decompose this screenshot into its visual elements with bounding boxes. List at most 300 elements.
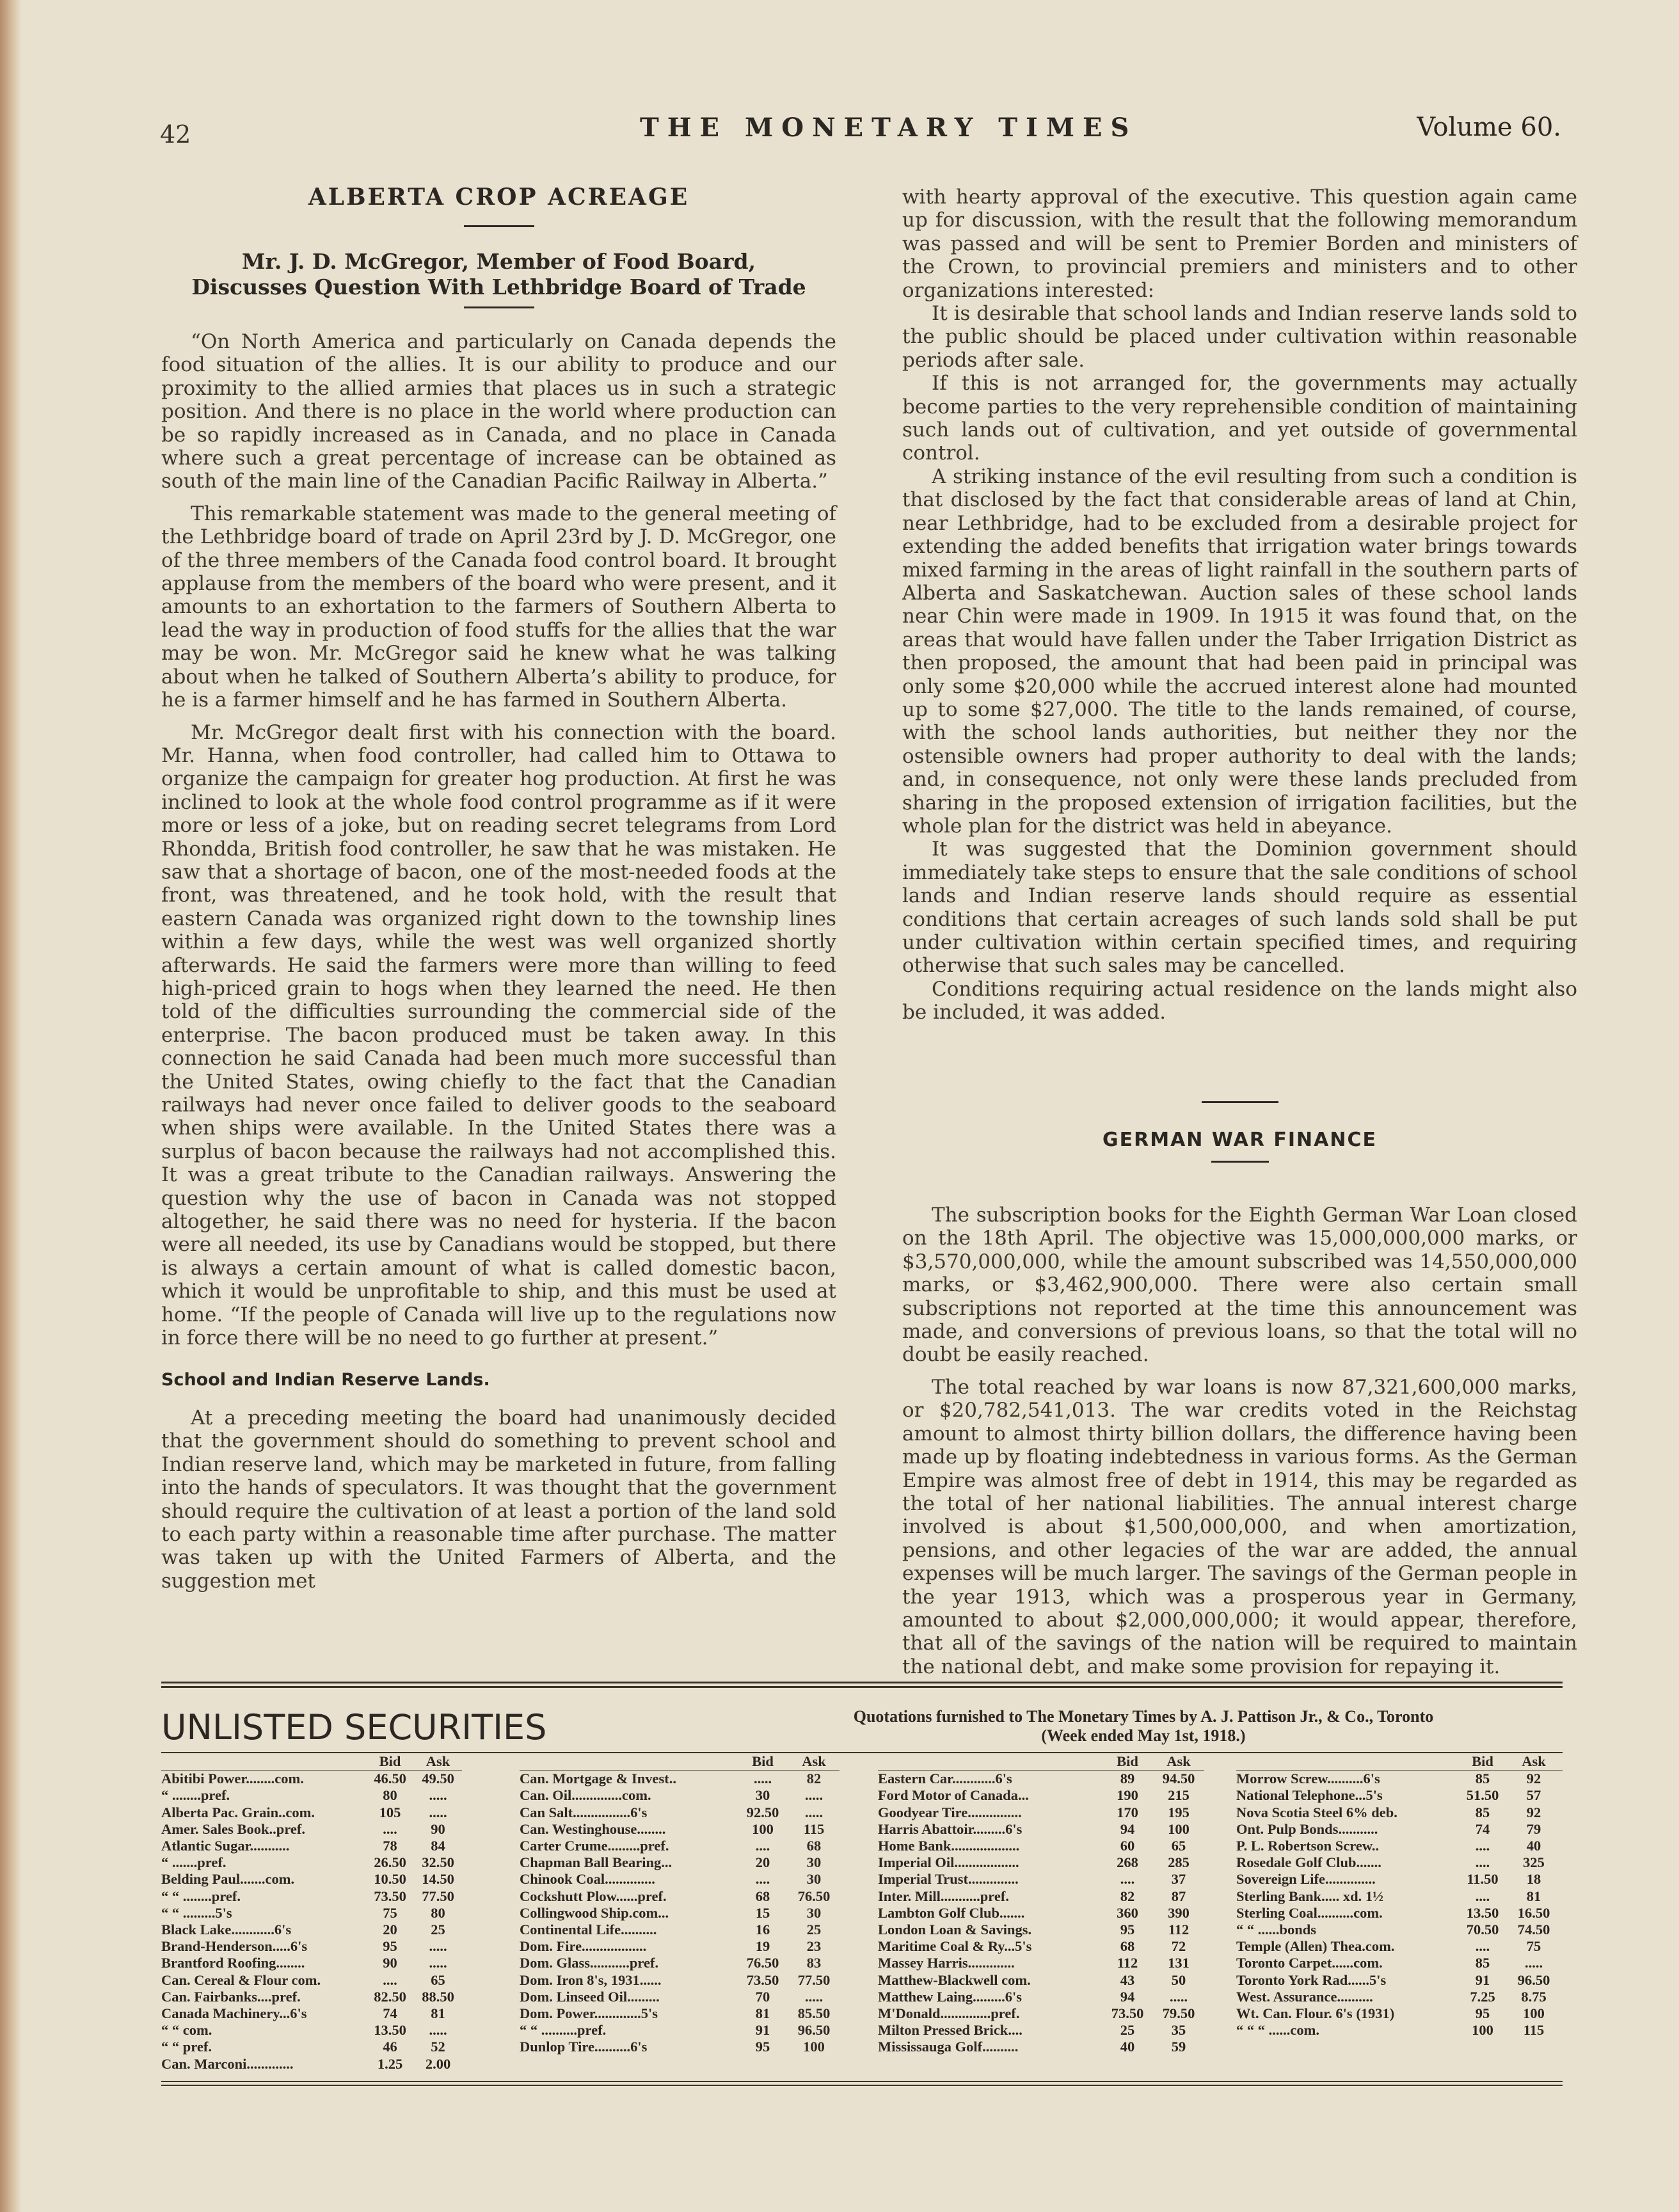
volume-label: Volume 60. [1417,113,1561,142]
security-row [161,1888,520,1905]
bid-price: .... [755,1838,770,1854]
security-name: West. Assurance.......... [1236,1988,1373,2005]
security-name: Massey Harris............. [878,1955,1015,1971]
ask-price: 74.50 [1517,1922,1550,1938]
bid-price: 360 [1117,1904,1138,1921]
bid-price: 70 [755,1988,770,2005]
paragraph: Mr. McGregor dealt first with his connection with the board. Mr. Hanna, when food controller, had called him to Ottawa to organize the campaign for greater hog production. At first he was inclined to look at the whole food control programme as if it were more or less of a joke, but on reading secret telegrams from Lord Rhondda, British food controller, he saw that he was mistaken. He saw that a shortage of bacon, one of the most-needed foods at the front, was threatened, and he took hold, with the result that eastern Canada was organized right down to the township lines within a few days, while the west was well organized shortly afterwards. He said the farmers were more than willing to feed high-priced grain to hogs when they learned the need. He then told of the difficulties surrounding the commercial side of the enterprise. The bacon produced must be taken away. In this connection he said Canada had been much more successful than the United States, owing chiefly to the fact that the Canadian railways had never once failed to deliver goods to the seaboard when ships were available. In the United States there was a surplus of bacon because the railways had not accomplished this. It was a great tribute to the Canadian railways. Answering the question why the use of bacon in Canada was not stopped altogether, he said there was no need for hysteria. If the bacon were all needed, its use by Canadians would be stopped, but there is always a certain amount of what is called domestic bacon, which it would be unprofitable to ship, and this must be used at home. “If the people of Canada will live up to the regulations now in force there will be no need to go further at present.” [161,720,836,1350]
subhead-rule [464,306,534,308]
security-name: Dom. Iron 8's, 1931...... [520,1971,662,1988]
security-name: Imperial Trust.............. [878,1871,1019,1888]
header-blank [161,1753,366,1770]
article-body [902,1204,1577,1678]
security-row [878,1989,1236,2005]
security-name: “ “ “ ......com. [1236,2022,1319,2039]
security-row [161,2056,520,2073]
security-name: Toronto York Rad......5's [1236,1971,1387,1988]
bid-price: 68 [755,1888,770,1904]
security-name: “ “ .........5's [161,1904,232,1921]
security-name: Eastern Car............6's [878,1770,1012,1787]
bid-price: 16 [755,1922,770,1938]
ask-price: 96.50 [797,2022,831,2039]
bid-price: 112 [1117,1955,1138,1971]
bid-price: 26.50 [374,1854,406,1871]
bid-price: 74 [383,2005,397,2022]
header-blank [878,1753,1102,1770]
security-name: Can. Westinghouse........ [520,1820,666,1837]
left-column [161,186,836,1593]
ask-price: 112 [1168,1922,1190,1938]
bid-price: 94 [1120,1988,1135,2005]
security-row [878,1821,1236,1838]
bid-price: 73.50 [374,1888,406,1904]
security-name: Dom. Fire.................. [520,1938,647,1955]
ask-price: 215 [1168,1787,1190,1804]
security-row [161,2039,520,2055]
security-row [878,1770,1236,1787]
quote-column [520,1752,878,2073]
bid-price: .... [1475,1888,1490,1904]
article-body [161,330,836,1349]
quote-column [878,1752,1236,2073]
bid-price: 80 [383,1787,397,1804]
section-subheading: School and Indian Reserve Lands. [161,1370,490,1390]
security-name: “ “ pref. [161,2039,212,2055]
ask-price: 76.50 [797,1888,831,1904]
security-row [1236,2005,1563,2022]
bid-price: 60 [1120,1838,1135,1854]
ask-price: 68 [806,1838,822,1854]
ask-price: 131 [1168,1955,1190,1971]
security-row [161,1905,520,1922]
ask-price: 8.75 [1521,1988,1547,2005]
table-top-rule [161,1682,1563,1688]
table-bottom-rule [161,2081,1563,2086]
paragraph: If this is not arranged for, the governments may actually become parties to the very reprehensible condition of maintaining such lands out of cultivation, and yet outside of governmental control. [902,372,1577,465]
bid-price: 73.50 [746,1971,779,1988]
ask-price: 115 [803,1820,825,1837]
ask-header: Ask [1505,1753,1563,1770]
article-headline: ALBERTA CROP ACREAGE [308,184,690,211]
security-name: Canada Machinery...6's [161,2005,307,2022]
security-name: Ont. Pulp Bonds........... [1236,1820,1378,1837]
bid-price: 1.25 [377,2055,403,2072]
bid-price: 91 [1475,1971,1490,1988]
security-row [878,1838,1236,1854]
ask-price: ..... [804,1804,824,1820]
paragraph: The total reached by war loans is now 87,321,600,000 marks, or $20,782,541,013. The war credits voted in the Reichstag amount to almost thirty billion dollars, the difference having been made up by floating indebtedness in various forms. As the German Empire was almost free of debt in 1914, this may be regarded as the total of her national liabilities. The annual interest charge involved is about $1,500,000,000, and when amortization, pensions, and other legacies of the war are added, the annual expenses will be much larger. The savings of the German people in the year 1913, which was a prosperous year in Germany, amounted to about $2,000,000,000; it would appear, therefore, that all of the savings of the nation will be required to maintain the national debt, and make some provision for repaying it. [902,1375,1577,1678]
bid-price: 15 [755,1904,770,1921]
bid-price: 20 [755,1854,770,1871]
security-name: Harris Abattoir.........6's [878,1820,1023,1837]
security-row [1236,1905,1563,1922]
ask-price: 100 [1523,2005,1545,2022]
security-name: Belding Paul.......com. [161,1871,295,1888]
security-name: Chapman Ball Bearing... [520,1854,672,1871]
security-row [161,1804,520,1821]
security-name: Mississauga Golf.......... [878,2039,1019,2055]
security-name: Can. Fairbanks....pref. [161,1988,301,2005]
security-name: Dunlop Tire..........6's [520,2039,648,2055]
security-row [1236,1972,1563,1989]
bid-price: 10.50 [374,1871,406,1888]
security-name: “ “ ........pref. [161,1888,241,1904]
bid-price: 78 [383,1838,397,1854]
security-name: Can. Oil..............com. [520,1787,651,1804]
security-name: Goodyear Tire............... [878,1804,1022,1820]
bid-price: 85 [1475,1804,1490,1820]
article-continuation [902,186,1577,1024]
bid-price: 7.25 [1470,1988,1495,2005]
security-name: Carter Crume.........pref. [520,1838,669,1854]
security-row [878,1922,1236,1938]
column-header [878,1753,1236,1770]
ask-price: 92 [1526,1770,1541,1787]
ask-price: 77.50 [422,1888,454,1904]
ask-price: 87 [1171,1888,1186,1904]
security-row [1236,1922,1563,1938]
quote-column [161,1752,520,2073]
ask-price: 50 [1171,1971,1186,1988]
bid-price: 76.50 [746,1955,779,1971]
bid-price: 46 [383,2039,397,2055]
header-blank [1236,1753,1460,1770]
security-row [520,2022,878,2039]
security-name: Abitibi Power........com. [161,1770,304,1787]
security-row [520,1955,878,1971]
security-name: Morrow Screw..........6's [1236,1770,1380,1787]
security-name: Collingwood Ship.com... [520,1904,669,1921]
security-name: Dom. Glass...........pref. [520,1955,659,1971]
security-row [1236,1804,1563,1821]
security-row [161,1770,520,1787]
ask-price: 16.50 [1517,1904,1550,1921]
ask-price: 85.50 [797,2005,831,2022]
header-blank [520,1753,737,1770]
security-row [1236,1888,1563,1905]
security-name: National Telephone...5's [1236,1787,1383,1804]
ask-price: 390 [1168,1904,1190,1921]
bid-price: 100 [1472,2022,1493,2039]
bid-price: 100 [752,1820,774,1837]
security-row [520,1905,878,1922]
security-row [161,1989,520,2005]
security-name: Can Salt................6's [520,1804,648,1820]
ask-price: ..... [1524,1955,1543,1971]
security-row [878,1787,1236,1804]
bid-price: 190 [1117,1787,1138,1804]
bid-price: 75 [383,1904,397,1921]
security-row [878,2022,1236,2039]
security-name: London Loan & Savings. [878,1922,1032,1938]
quotation-credit [712,1707,1575,1746]
bid-header: Bid [1102,1753,1153,1770]
security-row [878,1972,1236,1989]
ask-price: 2.00 [425,2055,451,2072]
bid-price: 95 [1120,1922,1135,1938]
security-name: M'Donald..............pref. [878,2005,1020,2022]
ask-price: 79 [1526,1820,1541,1837]
security-name: Wt. Can. Flour. 6's (1931) [1236,2005,1395,2022]
security-row [520,2039,878,2055]
ask-price: ..... [429,1787,447,1804]
security-row [161,1787,520,1804]
security-name: Can. Mortgage & Invest.. [520,1770,676,1787]
security-row [1236,1938,1563,1955]
paragraph: Conditions requiring actual residence on the lands might also be included, it was added. [902,977,1577,1024]
ask-header: Ask [414,1753,462,1770]
ask-price: 88.50 [422,1988,454,2005]
bid-price: 70.50 [1466,1922,1499,1938]
security-name: “ .......pref. [161,1854,227,1871]
security-name: Atlantic Sugar........... [161,1838,290,1854]
ask-price: 52 [431,2039,445,2055]
bid-price: 13.50 [374,2022,406,2039]
security-row [161,1838,520,1854]
security-row [878,1905,1236,1922]
ask-price: 79.50 [1162,2005,1195,2022]
bid-price: 51.50 [1466,1787,1499,1804]
bid-price: 74 [1475,1820,1490,1837]
bid-header: Bid [366,1753,414,1770]
bid-price: 40 [1120,2039,1135,2055]
security-row [878,2039,1236,2055]
security-name: Matthew-Blackwell com. [878,1971,1031,1988]
security-row [161,1938,520,1955]
security-row [1236,1821,1563,1838]
ask-price: 72 [1171,1938,1186,1955]
security-row [878,1938,1236,1955]
bid-price: 43 [1120,1971,1135,1988]
security-row [520,1888,878,1905]
ask-price: ..... [804,1988,824,2005]
security-row [878,1854,1236,1871]
article-body-continued [161,1406,836,1593]
security-row [161,1821,520,1838]
ask-price: 49.50 [422,1770,454,1787]
security-row [878,2005,1236,2022]
security-name: Matthew Laing.........6's [878,1988,1022,2005]
bid-price: 11.50 [1467,1871,1499,1888]
bid-price: 82 [1120,1888,1135,1904]
ask-price: 96.50 [1517,1971,1550,1988]
security-row [520,1838,878,1854]
security-name: Black Lake............6's [161,1922,292,1938]
ask-price: ..... [429,2022,447,2039]
bid-price: 73.50 [1111,2005,1144,2022]
security-row [878,1804,1236,1821]
security-row [520,1854,878,1871]
quotes-grid [161,1752,1563,2072]
bid-price: .... [1475,1838,1490,1854]
security-row [520,1922,878,1938]
page-number: 42 [160,120,191,148]
ask-price: 83 [806,1955,822,1971]
headline-rule [464,225,534,227]
paragraph: A striking instance of the evil resulting from such a condition is that disclosed by the fact that considerable areas of land at Chin, near Lethbridge, had to be excluded from a desirable project for extending the added benefits that irrigation water brings towards mixed farming in the areas of light rainfall in the southern parts of Alberta and Saskatchewan. Auction sales of these school lands near Chin were made in 1909. In 1915 it was found that, on the areas that would have fallen under the Taber Irrigation District as then proposed, the amount that had been paid in principal was only some $20,000 while the accrued interest alone had mounted up to some $27,000. The title to the lands remained, of course, with the school lands authorities, but neither they nor the ostensible owners had proper authority to deal with the lands; and, in consequence, not only were these lands precluded from sharing in the proposed extension of irrigation facilities, but the whole plan for the district was held in abeyance. [902,465,1577,838]
bid-price: 105 [379,1804,401,1820]
ask-price: 30 [806,1871,822,1888]
ask-price: 100 [803,2039,825,2055]
ask-header: Ask [788,1753,840,1770]
bid-price: 30 [755,1787,770,1804]
ask-price: 92 [1526,1804,1541,1820]
security-row [1236,2022,1563,2039]
ask-price: 35 [1171,2022,1186,2039]
security-name: Toronto Carpet......com. [1236,1955,1383,1971]
bid-price: 94 [1120,1820,1135,1837]
ask-price: 115 [1523,2022,1545,2039]
security-row [161,1854,520,1871]
bid-price: 19 [755,1938,770,1955]
security-name: Home Bank................... [878,1838,1020,1854]
ask-price: 80 [431,1904,445,1921]
security-name: Nova Scotia Steel 6% deb. [1236,1804,1397,1820]
ask-price: 94.50 [1162,1770,1195,1787]
ask-price: 77.50 [797,1971,831,1988]
table-title: UNLISTED SECURITIES [161,1707,547,1747]
bid-price: 95 [383,1938,397,1955]
ask-price: 18 [1526,1871,1541,1888]
bid-price: 82.50 [374,1988,406,2005]
paragraph: with hearty approval of the executive. This question again came up for discussion, with the result that the following memorandum was passed and will be sent to Premier Borden and ministers of the Crown, to provincial premiers and ministers and to other organizations interested: [902,186,1577,302]
security-name: Maritime Coal & Ry...5's [878,1938,1032,1955]
security-row [878,1888,1236,1905]
bid-price: .... [1120,1871,1135,1888]
bid-price: 68 [1120,1938,1135,1955]
security-row [161,2022,520,2039]
security-name: Dom. Linseed Oil......... [520,1988,660,2005]
security-name: Lambton Golf Club....... [878,1904,1025,1921]
ask-price: 325 [1523,1854,1545,1871]
page-header [160,107,1561,146]
bid-header: Bid [1460,1753,1505,1770]
security-name: Amer. Sales Book..pref. [161,1820,305,1837]
ask-price: 37 [1171,1871,1186,1888]
security-row [1236,1955,1563,1971]
paragraph: At a preceding meeting the board had unanimously decided that the government should do something to prevent school and Indian reserve land, which may be marketed in future, from falling into the hands of speculators. It was thought that the government should require the cultivation of at least a portion of the land sold to each party within a reasonable time after purchase. The matter was taken up with the United Farmers of Alberta, and the suggestion met [161,1406,836,1593]
ask-price: 285 [1168,1854,1190,1871]
bid-price: 85 [1475,1770,1490,1787]
headline-rule [1211,1161,1269,1163]
security-name: Can. Marconi............. [161,2055,294,2072]
security-name: “ “ ..........pref. [520,2022,607,2039]
ask-price: 25 [431,1922,445,1938]
section-divider [1202,1101,1278,1103]
ask-price: 90 [431,1820,445,1837]
ask-price: 40 [1526,1838,1541,1854]
security-name: “ “ ......bonds [1236,1922,1317,1938]
bid-price: 95 [1475,2005,1490,2022]
page-edge-shadow [0,0,22,2212]
paragraph: It is desirable that school lands and Indian reserve lands sold to the public should be placed under cultivation within reasonable periods after sale. [902,302,1577,372]
ask-price: 30 [806,1904,822,1921]
security-name: Inter. Mill...........pref. [878,1888,1009,1904]
credit-line: Quotations furnished to The Monetary Times by A. J. Pattison Jr., & Co., Toronto [853,1707,1434,1726]
column-header [1236,1753,1563,1770]
security-row [161,2005,520,2022]
security-row [161,1922,520,1938]
security-row [520,1989,878,2005]
bid-price: 81 [755,2005,770,2022]
security-name: Chinook Coal.............. [520,1871,655,1888]
bid-price: .... [755,1871,770,1888]
security-name: Continental Life.......... [520,1922,657,1938]
bid-price: .... [1475,1938,1490,1955]
ask-price: ..... [804,1787,824,1804]
security-row [520,1787,878,1804]
security-name: Brantford Roofing........ [161,1955,305,1971]
security-name: Temple (Allen) Thea.com. [1236,1938,1395,1955]
credit-date: (Week ended May 1st, 1918.) [1041,1726,1246,1745]
security-name: Ford Motor of Canada... [878,1787,1029,1804]
bid-header: Bid [737,1753,788,1770]
bid-price: 25 [1120,2022,1135,2039]
bid-price: ..... [753,1770,772,1787]
right-column [902,186,1577,1678]
security-row [520,1871,878,1888]
ask-price: 65 [1171,1838,1186,1854]
column-header [520,1753,878,1770]
security-name: Brand-Henderson.....6's [161,1938,308,1955]
ask-price: 57 [1526,1787,1541,1804]
security-row [1236,1989,1563,2005]
bid-price: .... [383,1820,397,1837]
ask-price: ..... [1169,1988,1188,2005]
security-name: Cockshutt Plow......pref. [520,1888,667,1904]
security-row [1236,1854,1563,1871]
ask-price: ..... [429,1955,447,1971]
security-row [1236,1787,1563,1804]
security-name: Sovereign Life.............. [1236,1871,1376,1888]
security-row [520,1804,878,1821]
quote-column [1236,1752,1563,2073]
security-name: Sterling Coal..........com. [1236,1904,1383,1921]
ask-price: ..... [429,1804,447,1820]
ask-price: 195 [1168,1804,1190,1820]
security-name: P. L. Robertson Screw.. [1236,1838,1380,1854]
ask-price: 30 [806,1854,822,1871]
ask-price: 25 [806,1922,822,1938]
bid-price: 90 [383,1955,397,1971]
bid-price: 95 [755,2039,770,2055]
bid-price: 170 [1117,1804,1138,1820]
security-row [520,1938,878,1955]
paragraph: “On North America and particularly on Canada depends the food situation of the allies. It is our ability to produce and our proximity to the allied armies that places us in such a strategic position. And there is no place in the world where production can be so rapidly increased as in Canada, and no place in Canada where such a great percentage of increase can be obtained as south of the main line of the Canadian Pacific Railway in Alberta.” [161,330,836,493]
article-headline: GERMAN WAR FINANCE [1102,1128,1377,1151]
ask-price: 14.50 [422,1871,454,1888]
security-row [878,1955,1236,1971]
security-name: Can. Cereal & Flour com. [161,1971,321,1988]
ask-price: 65 [431,1971,445,1988]
bid-price: 13.50 [1466,1904,1499,1921]
security-row [161,1972,520,1989]
security-row [161,1955,520,1971]
bid-price: 268 [1117,1854,1138,1871]
security-row [1236,1838,1563,1854]
paragraph: It was suggested that the Dominion government should immediately take steps to ensure that the sale conditions of school lands and Indian reserve lands should require as essential conditions that certain acreages of such lands sold shall be put under cultivation within certain specified times, and requiring otherwise that such sales may be cancelled. [902,838,1577,978]
security-row [878,1871,1236,1888]
article-subhead: Mr. J. D. McGregor, Member of Food Board, Discusses Question With Lethbridge Board of Trade [191,249,806,299]
security-row [520,1770,878,1787]
security-name: Rosedale Golf Club....... [1236,1854,1381,1871]
bid-price: 91 [755,2022,770,2039]
security-row [1236,1770,1563,1787]
paragraph: This remarkable statement was made to the general meeting of the Lethbridge board of trade on April 23rd by J. D. McGregor, one of the three members of the Canada food control board. It brought applause from the members of the board who were present, and it amounts to an exhortation to the farmers of Southern Alberta to lead the way in production of food stuffs for the allies that the war may be won. Mr. McGregor said he knew what he was talking about when he talked of Southern Alberta’s ability to produce, for he is a farmer himself and he has farmed in Southern Alberta. [161,502,836,712]
bid-price: 89 [1120,1770,1135,1787]
bid-price: .... [1475,1854,1490,1871]
ask-price: 23 [806,1938,822,1955]
